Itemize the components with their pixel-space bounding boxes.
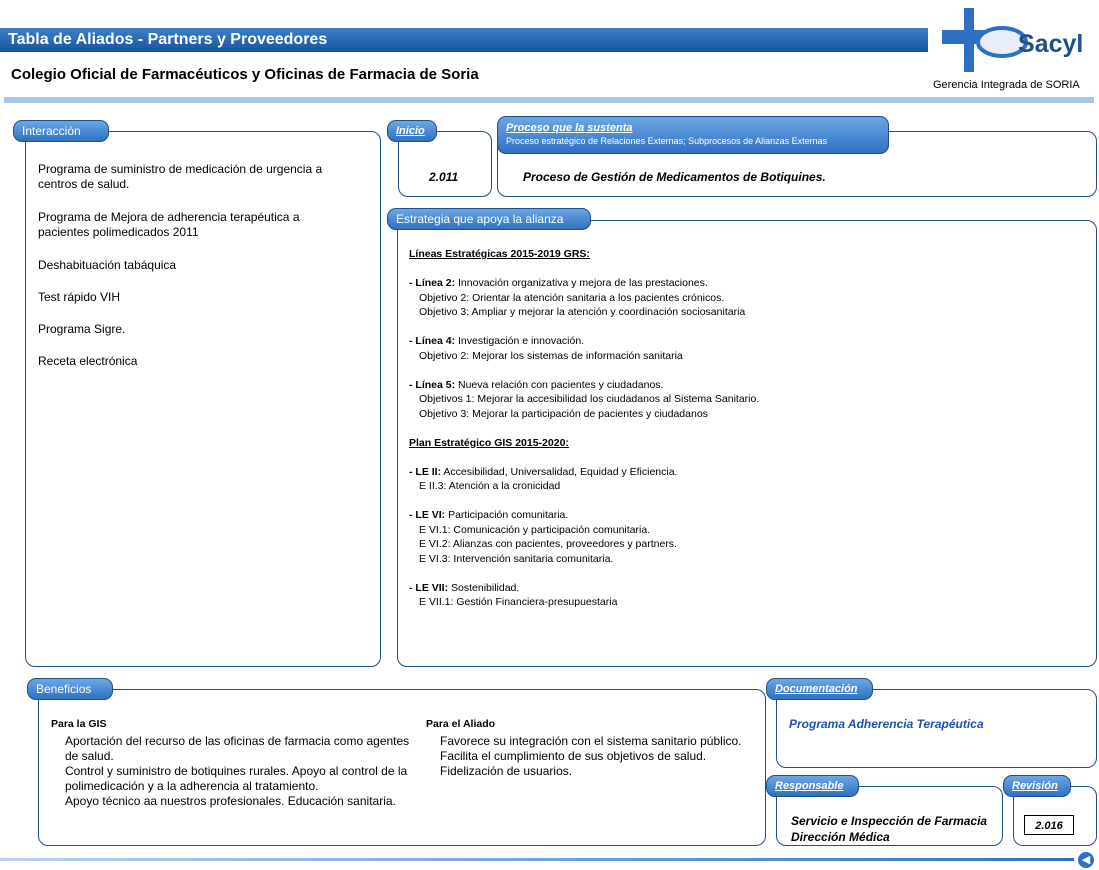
list-item: Test rápido VIH	[38, 290, 121, 304]
list-item: Programa de Mejora de adherencia terapéutica a pacientes polimedicados 2011	[38, 210, 300, 239]
header-divider	[4, 97, 1094, 103]
inicio-value: 2.011	[429, 170, 459, 184]
page-title: Tabla de Aliados - Partners y Proveedores	[8, 31, 328, 48]
le-7-label: - LE VII:	[409, 581, 449, 594]
list-item: Facilita el cumplimiento de sus objetivos de salud.	[440, 749, 707, 763]
responsable-line2: Dirección Médica	[791, 830, 890, 844]
le-6-a: E VI.1: Comunicación y participación comunitaria.	[419, 523, 651, 536]
le-2-a: E II.3: Atención a la cronicidad	[419, 480, 561, 492]
beneficios-aliado-title: Para el Aliado	[426, 718, 496, 730]
linea-4-label: - Línea 4:	[409, 335, 456, 347]
gerencia-label: Gerencia Integrada de SORIA	[933, 79, 1080, 91]
linea-5-obj3: Objetivo 3: Mejorar la participación de pacientes y ciudadanos	[419, 407, 708, 420]
proceso-value: Proceso de Gestión de Medicamentos de Botiquines.	[523, 170, 826, 184]
documentacion-value[interactable]: Programa Adherencia Terapéutica	[789, 717, 984, 731]
le-6-b: E VI.2: Alianzas con pacientes, proveedores y partners.	[419, 538, 677, 550]
linea-5-text: Nueva relación con pacientes y ciudadanos.	[455, 378, 664, 391]
list-item: Favorece su integración con el sistema sanitario público.	[440, 734, 742, 748]
page-title-bar	[0, 28, 928, 52]
linea-5-label: - Línea 5:	[409, 378, 456, 391]
revision-value: 2.016	[1035, 820, 1063, 832]
proceso-tab	[497, 116, 889, 154]
responsable-line1: Servicio e Inspección de Farmacia	[791, 814, 988, 828]
beneficios-gis-title: Para la GIS	[51, 718, 107, 730]
sacyl-logo	[940, 8, 1092, 72]
le-6-text: Participación comunitaria.	[445, 509, 569, 521]
linea-5-obj1: Objetivos 1: Mejorar la accesibilidad los ciudadanos al Sistema Sanitario.	[419, 393, 760, 405]
beneficios-aliado	[426, 717, 756, 779]
logo-text: Sacyl	[1018, 30, 1084, 58]
list-item: Aportación del recurso de las oficinas de farmacia como agentes de salud.	[65, 734, 410, 763]
back-arrow-icon[interactable]: ◀	[1078, 852, 1094, 868]
beneficios-tab: Beneficios	[27, 678, 113, 700]
interaccion-line	[100, 131, 350, 132]
grs-title: Líneas Estratégicas 2015-2019 GRS:	[409, 248, 590, 260]
page-subtitle: Colegio Oficial de Farmacéuticos y Oficinas de Farmacia de Soria	[11, 66, 479, 83]
list-item: Programa Sigre.	[38, 322, 126, 336]
responsable-value	[791, 813, 987, 845]
list-item: Apoyo técnico aa nuestros profesionales. Educación sanitaria.	[65, 794, 396, 808]
linea-2-obj3: Objetivo 3: Ampliar y mejorar la atención y coordinación sociosanitaria	[419, 306, 746, 318]
estrategia-content	[409, 247, 1089, 610]
inicio-tab[interactable]: Inicio	[387, 120, 437, 142]
proceso-tab-title[interactable]: Proceso que la sustenta	[506, 122, 633, 134]
linea-2-text: Innovación organizativa y mejora de las prestaciones.	[455, 277, 708, 289]
estrategia-tab: Estrategia que apoya la alianza	[387, 208, 591, 230]
le-2-text: Accesibilidad, Universalidad, Equidad y Eficiencia.	[441, 465, 678, 478]
list-item: Deshabituación tabáquica	[38, 258, 177, 272]
le-6-label: - LE VI:	[409, 509, 446, 521]
revision-tab[interactable]: Revisión	[1003, 775, 1071, 797]
le-7-a: E VII.1: Gestión Financiera-presupuestaria	[419, 596, 618, 608]
linea-2-label: - Línea 2:	[409, 277, 456, 289]
list-item: Fidelización de usuarios.	[440, 764, 573, 778]
revision-box	[1024, 815, 1074, 835]
responsable-tab[interactable]: Responsable	[766, 775, 859, 797]
interaccion-tab: Interacción	[13, 120, 109, 142]
le-7-text: Sostenibilidad.	[448, 581, 520, 594]
list-item: Programa de suministro de medicación de urgencia a centros de salud.	[38, 162, 323, 191]
linea-2-obj2: Objetivo 2: Orientar la atención sanitaria a los pacientes crónicos.	[419, 291, 725, 304]
linea-4-obj2: Objetivo 2: Mejorar los sistemas de información sanitaria	[419, 349, 683, 362]
proceso-tab-sub: Proceso estratégico de Relaciones Externas; Subprocesos de Alianzas Externas	[506, 136, 828, 146]
list-item: Receta electrónica	[38, 354, 138, 368]
footer-divider	[0, 858, 1074, 861]
le-6-c: E VI.3: Intervención sanitaria comunitaria.	[419, 552, 614, 565]
documentacion-tab[interactable]: Documentación	[766, 678, 873, 700]
interaccion-list	[38, 162, 348, 369]
list-item: Control y suministro de botiquines rurales. Apoyo al control de la polimedicación y a la adherencia al tratamiento.	[65, 764, 408, 793]
le-2-label: - LE II:	[409, 465, 442, 478]
linea-4-text: Investigación e innovación.	[455, 335, 585, 347]
sacyl-logo-icon	[940, 8, 1092, 72]
beneficios-gis	[51, 717, 423, 809]
gis-title: Plan Estratégico GIS 2015-2020:	[409, 436, 569, 449]
